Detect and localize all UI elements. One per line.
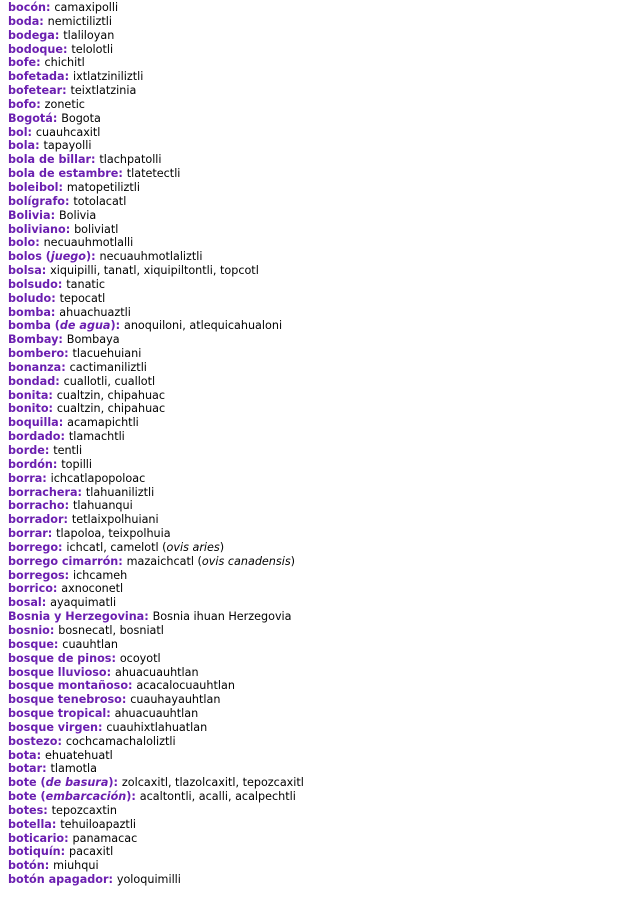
entry-translation: tlamotla [50, 762, 97, 776]
dictionary-entry [8, 596, 628, 610]
entry-separator: : [44, 859, 54, 873]
dictionary-entry [8, 139, 628, 153]
entry-headword: bolsa [8, 264, 42, 278]
entry-separator: : [49, 623, 59, 637]
dictionary-entry [8, 223, 628, 237]
entry-headword: bonanza [8, 360, 62, 374]
dictionary-entry [8, 250, 628, 264]
entry-translation: ayaquimatli [50, 596, 117, 610]
dictionary-entry-list [8, 1, 628, 887]
entry-separator: : [63, 513, 72, 527]
entry-separator: : [57, 277, 67, 291]
entry-separator: : [58, 540, 67, 554]
entry-headword: bodoque [8, 42, 63, 56]
entry-translation: Bombaya [66, 333, 120, 347]
dictionary-entry [8, 832, 628, 846]
dictionary-entry [8, 126, 628, 140]
entry-separator: : [65, 194, 74, 208]
entry-headword: botella [8, 817, 52, 831]
dictionary-entry [8, 70, 628, 84]
entry-translation: cualtzin, chipahuac [56, 388, 166, 402]
entry-separator: : [58, 180, 67, 194]
dictionary-entry [8, 776, 628, 790]
entry-separator: : [54, 28, 64, 42]
entry-headword: borde [8, 444, 45, 457]
dictionary-entry [8, 458, 628, 472]
entry-headword: bomba ( [8, 319, 60, 333]
entry-separator: : [50, 208, 59, 222]
entry-headword: bordado [8, 430, 61, 444]
entry-translation: tanatic [66, 277, 106, 291]
dictionary-entry [8, 735, 628, 749]
entry-headword: borrachera [8, 485, 78, 499]
entry-headword: bolígrafo [8, 194, 65, 208]
dictionary-entry [8, 582, 628, 596]
entry-translation: necuauhmotlalli [43, 236, 134, 250]
entry-translation: tlamachtli [68, 430, 125, 444]
entry-headword: boda [8, 14, 40, 28]
entry-headword: boticario [8, 831, 65, 845]
dictionary-entry [8, 638, 628, 652]
entry-translation: cochcamachaloliztli [65, 734, 176, 748]
entry-translation: tlahuanqui [72, 499, 133, 513]
dictionary-entry [8, 1, 628, 15]
entry-separator: : [64, 499, 73, 513]
entry-translation: chichitl [44, 56, 85, 70]
entry-translation: xiquipilli, tanatl, xiquipiltontli, topcotl [50, 264, 259, 278]
entry-headword: botón [8, 859, 45, 873]
entry-translation: ichcatl, camelotl ( [66, 540, 167, 554]
entry-separator: : [52, 111, 62, 125]
dictionary-entry [8, 555, 628, 569]
entry-headword: botes [8, 803, 44, 817]
dictionary-entry [8, 264, 628, 278]
entry-translation: tlachpatolli [99, 153, 162, 167]
dictionary-entry [8, 790, 628, 804]
entry-separator: : [118, 167, 127, 181]
entry-separator: : [35, 139, 44, 153]
dictionary-entry [8, 499, 628, 513]
dictionary-entry [8, 181, 628, 195]
entry-headword: bomba [8, 305, 51, 319]
entry-separator: : [121, 693, 131, 707]
entry-translation: cactimaniliztli [69, 360, 147, 374]
entry-headword: borrego [8, 540, 59, 554]
dictionary-entry [8, 195, 628, 209]
entry-headword: bota [8, 748, 37, 762]
entry-headword: borrego cimarrón [8, 554, 119, 568]
entry-separator: : [47, 527, 57, 541]
entry-separator: : [50, 305, 60, 319]
entry-translation: boliviatl [74, 222, 119, 236]
entry-headword: botón apagador [8, 873, 109, 887]
entry-headword: borrico [8, 582, 53, 596]
entry-separator: : [39, 14, 48, 28]
dictionary-entry [8, 416, 628, 430]
entry-translation: axnoconetl [61, 582, 124, 596]
dictionary-entry [8, 818, 628, 832]
entry-separator: : [64, 568, 74, 582]
entry-headword: de agua [59, 319, 111, 333]
entry-headword: ) [110, 319, 116, 333]
entry-separator: : [106, 665, 115, 679]
entry-translation: tehuiloapaztli [60, 817, 137, 831]
entry-separator: : [91, 153, 100, 167]
dictionary-entry [8, 361, 628, 375]
entry-separator: : [41, 264, 51, 278]
entry-headword: boleibol [8, 180, 59, 194]
entry-headword: borracho [8, 499, 65, 513]
entry-separator: : [111, 651, 120, 665]
entry-translation: ichcameh [73, 568, 128, 582]
dictionary-entry [8, 84, 628, 98]
entry-separator: : [62, 84, 71, 98]
entry-separator: : [36, 748, 45, 762]
entry-separator: : [48, 402, 57, 416]
dictionary-entry [8, 693, 628, 707]
entry-headword: bosque virgen [8, 720, 99, 734]
entry-translation: acaltontli, acalli, acalpechtli [139, 790, 296, 804]
dictionary-entry [8, 762, 628, 776]
entry-translation: tlapoloa, teixpolhuia [56, 527, 171, 541]
entry-separator: : [64, 347, 73, 361]
entry-translation: ) [290, 554, 296, 568]
dictionary-entry [8, 430, 628, 444]
entry-separator: : [36, 97, 45, 111]
entry-headword: bostezo [8, 734, 58, 748]
entry-headword: ) [85, 250, 92, 264]
entry-separator: : [57, 734, 66, 748]
entry-headword: bonito [8, 402, 49, 416]
entry-headword: Bolivia [8, 208, 51, 222]
entry-translation: mazaichcatl ( [126, 554, 202, 568]
dictionary-entry [8, 389, 628, 403]
entry-separator: : [55, 374, 64, 388]
entry-headword: borrador [8, 513, 64, 527]
entry-headword: bocón [8, 1, 46, 14]
entry-headword: borregos [8, 568, 65, 582]
entry-translation: teixtlatzinia [70, 84, 137, 98]
dictionary-entry [8, 56, 628, 70]
entry-headword: de basura [45, 776, 109, 790]
entry-separator: : [118, 554, 127, 568]
entry-separator: : [52, 582, 62, 596]
entry-separator: : [91, 250, 100, 264]
entry-translation: cuauhayauhtlan [130, 693, 221, 707]
entry-separator: : [108, 873, 117, 887]
entry-translation: bosnecatl, bosniatl [58, 623, 164, 637]
entry-translation: tlatetectli [126, 167, 181, 181]
entry-separator: : [61, 360, 70, 374]
entry-headword: bosque tenebroso [8, 693, 122, 707]
entry-separator: : [51, 291, 60, 305]
entry-headword: bosque lluvioso [8, 665, 107, 679]
entry-separator: : [58, 416, 68, 430]
entry-separator: : [44, 444, 54, 457]
entry-headword: boquilla [8, 416, 59, 430]
dictionary-entry [8, 652, 628, 666]
entry-translation: panamacac [72, 831, 138, 845]
entry-translation: acamapichtli [67, 416, 139, 430]
entry-separator: : [27, 125, 36, 139]
dictionary-entry [8, 472, 628, 486]
entry-translation: ehuatehuatl [44, 748, 113, 762]
entry-separator: : [115, 319, 124, 333]
dictionary-entry [8, 541, 628, 555]
entry-translation: cuauhixtlahuatlan [106, 720, 208, 734]
entry-headword: bosque de pinos [8, 651, 112, 665]
entry-headword: boliviano [8, 222, 66, 236]
entry-translation: telolotli [71, 42, 114, 56]
entry-separator: : [77, 485, 86, 499]
dictionary-entry [8, 569, 628, 583]
entry-translation: nemictiliztli [47, 14, 112, 28]
entry-headword: bote ( [8, 790, 46, 804]
entry-headword: Bogotá [8, 111, 53, 125]
entry-translation: matopetiliztli [66, 180, 141, 194]
entry-headword: bote ( [8, 776, 46, 790]
dictionary-entry [8, 666, 628, 680]
entry-headword: borra [8, 471, 43, 485]
entry-translation: cualtzin, chipahuac [56, 402, 166, 416]
dictionary-entry [8, 402, 628, 416]
entry-headword: bofetada [8, 70, 65, 84]
entry-headword: bosnio [8, 623, 50, 637]
dictionary-entry [8, 43, 628, 57]
dictionary-entry [8, 112, 628, 126]
entry-headword: borrar [8, 527, 48, 541]
dictionary-entry [8, 486, 628, 500]
entry-headword: bofetear [8, 84, 63, 98]
dictionary-entry [8, 98, 628, 112]
entry-translation: topilli [61, 457, 93, 471]
entry-separator: : [53, 637, 63, 651]
entry-translation: acacalocuauhtlan [136, 679, 235, 693]
dictionary-entry [8, 679, 628, 693]
entry-translation: ovis aries [166, 540, 220, 554]
entry-translation: cuauhcaxitl [35, 125, 101, 139]
entry-headword: juego [50, 250, 86, 264]
entry-headword: bosque tropical [8, 707, 107, 721]
entry-headword: bonita [8, 388, 49, 402]
entry-headword: bosal [8, 596, 42, 610]
dictionary-entry [8, 721, 628, 735]
entry-headword: bosque montañoso [8, 679, 129, 693]
entry-translation: zolcaxitl, tlazolcaxitl, tepozcaxitl [121, 776, 304, 790]
entry-headword: bondad [8, 374, 56, 388]
entry-headword: bodega [8, 28, 55, 42]
entry-separator: : [41, 596, 51, 610]
entry-translation: Bosnia ihuan Herzegovia [152, 610, 292, 624]
entry-translation: ahuacuauhtlan [114, 707, 199, 721]
dictionary-entry [8, 292, 628, 306]
entry-translation: tepozcaxtin [51, 803, 117, 817]
dictionary-entry [8, 375, 628, 389]
entry-headword: Bombay [8, 333, 59, 347]
entry-translation: cuallotli, cuallotl [63, 374, 156, 388]
entry-translation: ocoyotl [119, 651, 161, 665]
entry-headword: bolsudo [8, 277, 58, 291]
dictionary-entry [8, 306, 628, 320]
entry-translation: ixtlatziniliztli [72, 70, 144, 84]
entry-translation: tapayolli [43, 139, 92, 153]
entry-separator: : [131, 790, 140, 804]
entry-translation: ) [219, 540, 225, 554]
entry-separator: : [35, 236, 44, 250]
entry-headword: botar [8, 762, 43, 776]
dictionary-entry [8, 347, 628, 361]
dictionary-entry [8, 624, 628, 638]
dictionary-entry [8, 333, 628, 347]
entry-separator: : [58, 333, 67, 347]
entry-separator: : [36, 56, 45, 70]
entry-translation: ahuacuauhtlan [114, 665, 199, 679]
entry-separator: : [65, 222, 75, 236]
entry-headword: bola de estambre [8, 167, 119, 181]
dictionary-entry [8, 513, 628, 527]
entry-headword: bola de billar [8, 153, 92, 167]
entry-translation: camaxipolli [54, 1, 119, 14]
entry-separator: : [144, 610, 153, 624]
entry-headword: bofo [8, 97, 37, 111]
entry-separator: : [60, 845, 70, 859]
entry-translation: zonetic [44, 97, 85, 111]
entry-translation: tlahuaniliztli [85, 485, 155, 499]
entry-separator: : [42, 762, 51, 776]
entry-separator: : [128, 679, 137, 693]
entry-headword: bol [8, 125, 28, 139]
entry-headword: bordón [8, 457, 53, 471]
entry-translation: miuhqui [53, 859, 99, 873]
dictionary-entry [8, 278, 628, 292]
dictionary-entry [8, 804, 628, 818]
entry-headword: embarcación [45, 790, 127, 804]
entry-separator: : [45, 1, 55, 14]
entry-headword: botiquín [8, 845, 61, 859]
entry-separator: : [64, 831, 73, 845]
entry-separator: : [48, 388, 57, 402]
entry-headword: bolos ( [8, 250, 51, 264]
dictionary-entry [8, 444, 628, 458]
entry-translation: ichcatlapopoloac [50, 471, 146, 485]
entry-translation: tepocatl [59, 291, 106, 305]
entry-translation: totolacatl [73, 194, 127, 208]
entry-translation: pacaxitl [69, 845, 114, 859]
entry-headword: bola [8, 139, 36, 153]
entry-translation: anoquiloni, atlequicahualoni [123, 319, 283, 333]
entry-translation: yoloquimilli [116, 873, 181, 887]
dictionary-entry [8, 527, 628, 541]
entry-separator: : [52, 457, 62, 471]
entry-headword: bosque [8, 637, 54, 651]
entry-separator: : [60, 430, 69, 444]
dictionary-entry [8, 167, 628, 181]
dictionary-entry [8, 859, 628, 873]
entry-headword: bombero [8, 347, 65, 361]
entry-headword: boludo [8, 291, 52, 305]
dictionary-entry [8, 845, 628, 859]
entry-translation: Bolivia [58, 208, 97, 222]
entry-headword: ) [126, 790, 132, 804]
entry-separator: : [51, 817, 61, 831]
entry-separator: : [113, 776, 122, 790]
entry-translation: tlacuehuiani [72, 347, 142, 361]
entry-headword: bolo [8, 236, 36, 250]
entry-translation: ovis canadensis [201, 554, 291, 568]
entry-translation: tentli [53, 444, 83, 457]
dictionary-entry [8, 29, 628, 43]
entry-translation: tlaliloyan [63, 28, 115, 42]
entry-separator: : [43, 803, 52, 817]
entry-separator: : [64, 70, 73, 84]
dictionary-entry [8, 610, 628, 624]
dictionary-entry [8, 153, 628, 167]
entry-translation: Bogota [61, 111, 101, 125]
dictionary-entry [8, 15, 628, 29]
dictionary-entry [8, 707, 628, 721]
entry-headword: ) [108, 776, 114, 790]
entry-separator: : [62, 42, 72, 56]
dictionary-entry [8, 319, 628, 333]
entry-separator: : [42, 471, 51, 485]
entry-translation: tetlaixpolhuiani [71, 513, 159, 527]
entry-translation: ahuachuaztli [59, 305, 131, 319]
dictionary-entry [8, 236, 628, 250]
entry-headword: Bosnia y Herzegovina [8, 610, 145, 624]
dictionary-entry [8, 749, 628, 763]
entry-headword: bofe [8, 56, 37, 70]
entry-translation: necuauhmotlaliztli [99, 250, 203, 264]
dictionary-entry [8, 873, 628, 887]
entry-separator: : [106, 707, 115, 721]
entry-separator: : [98, 720, 107, 734]
entry-translation: cuauhtlan [62, 637, 119, 651]
dictionary-entry [8, 209, 628, 223]
